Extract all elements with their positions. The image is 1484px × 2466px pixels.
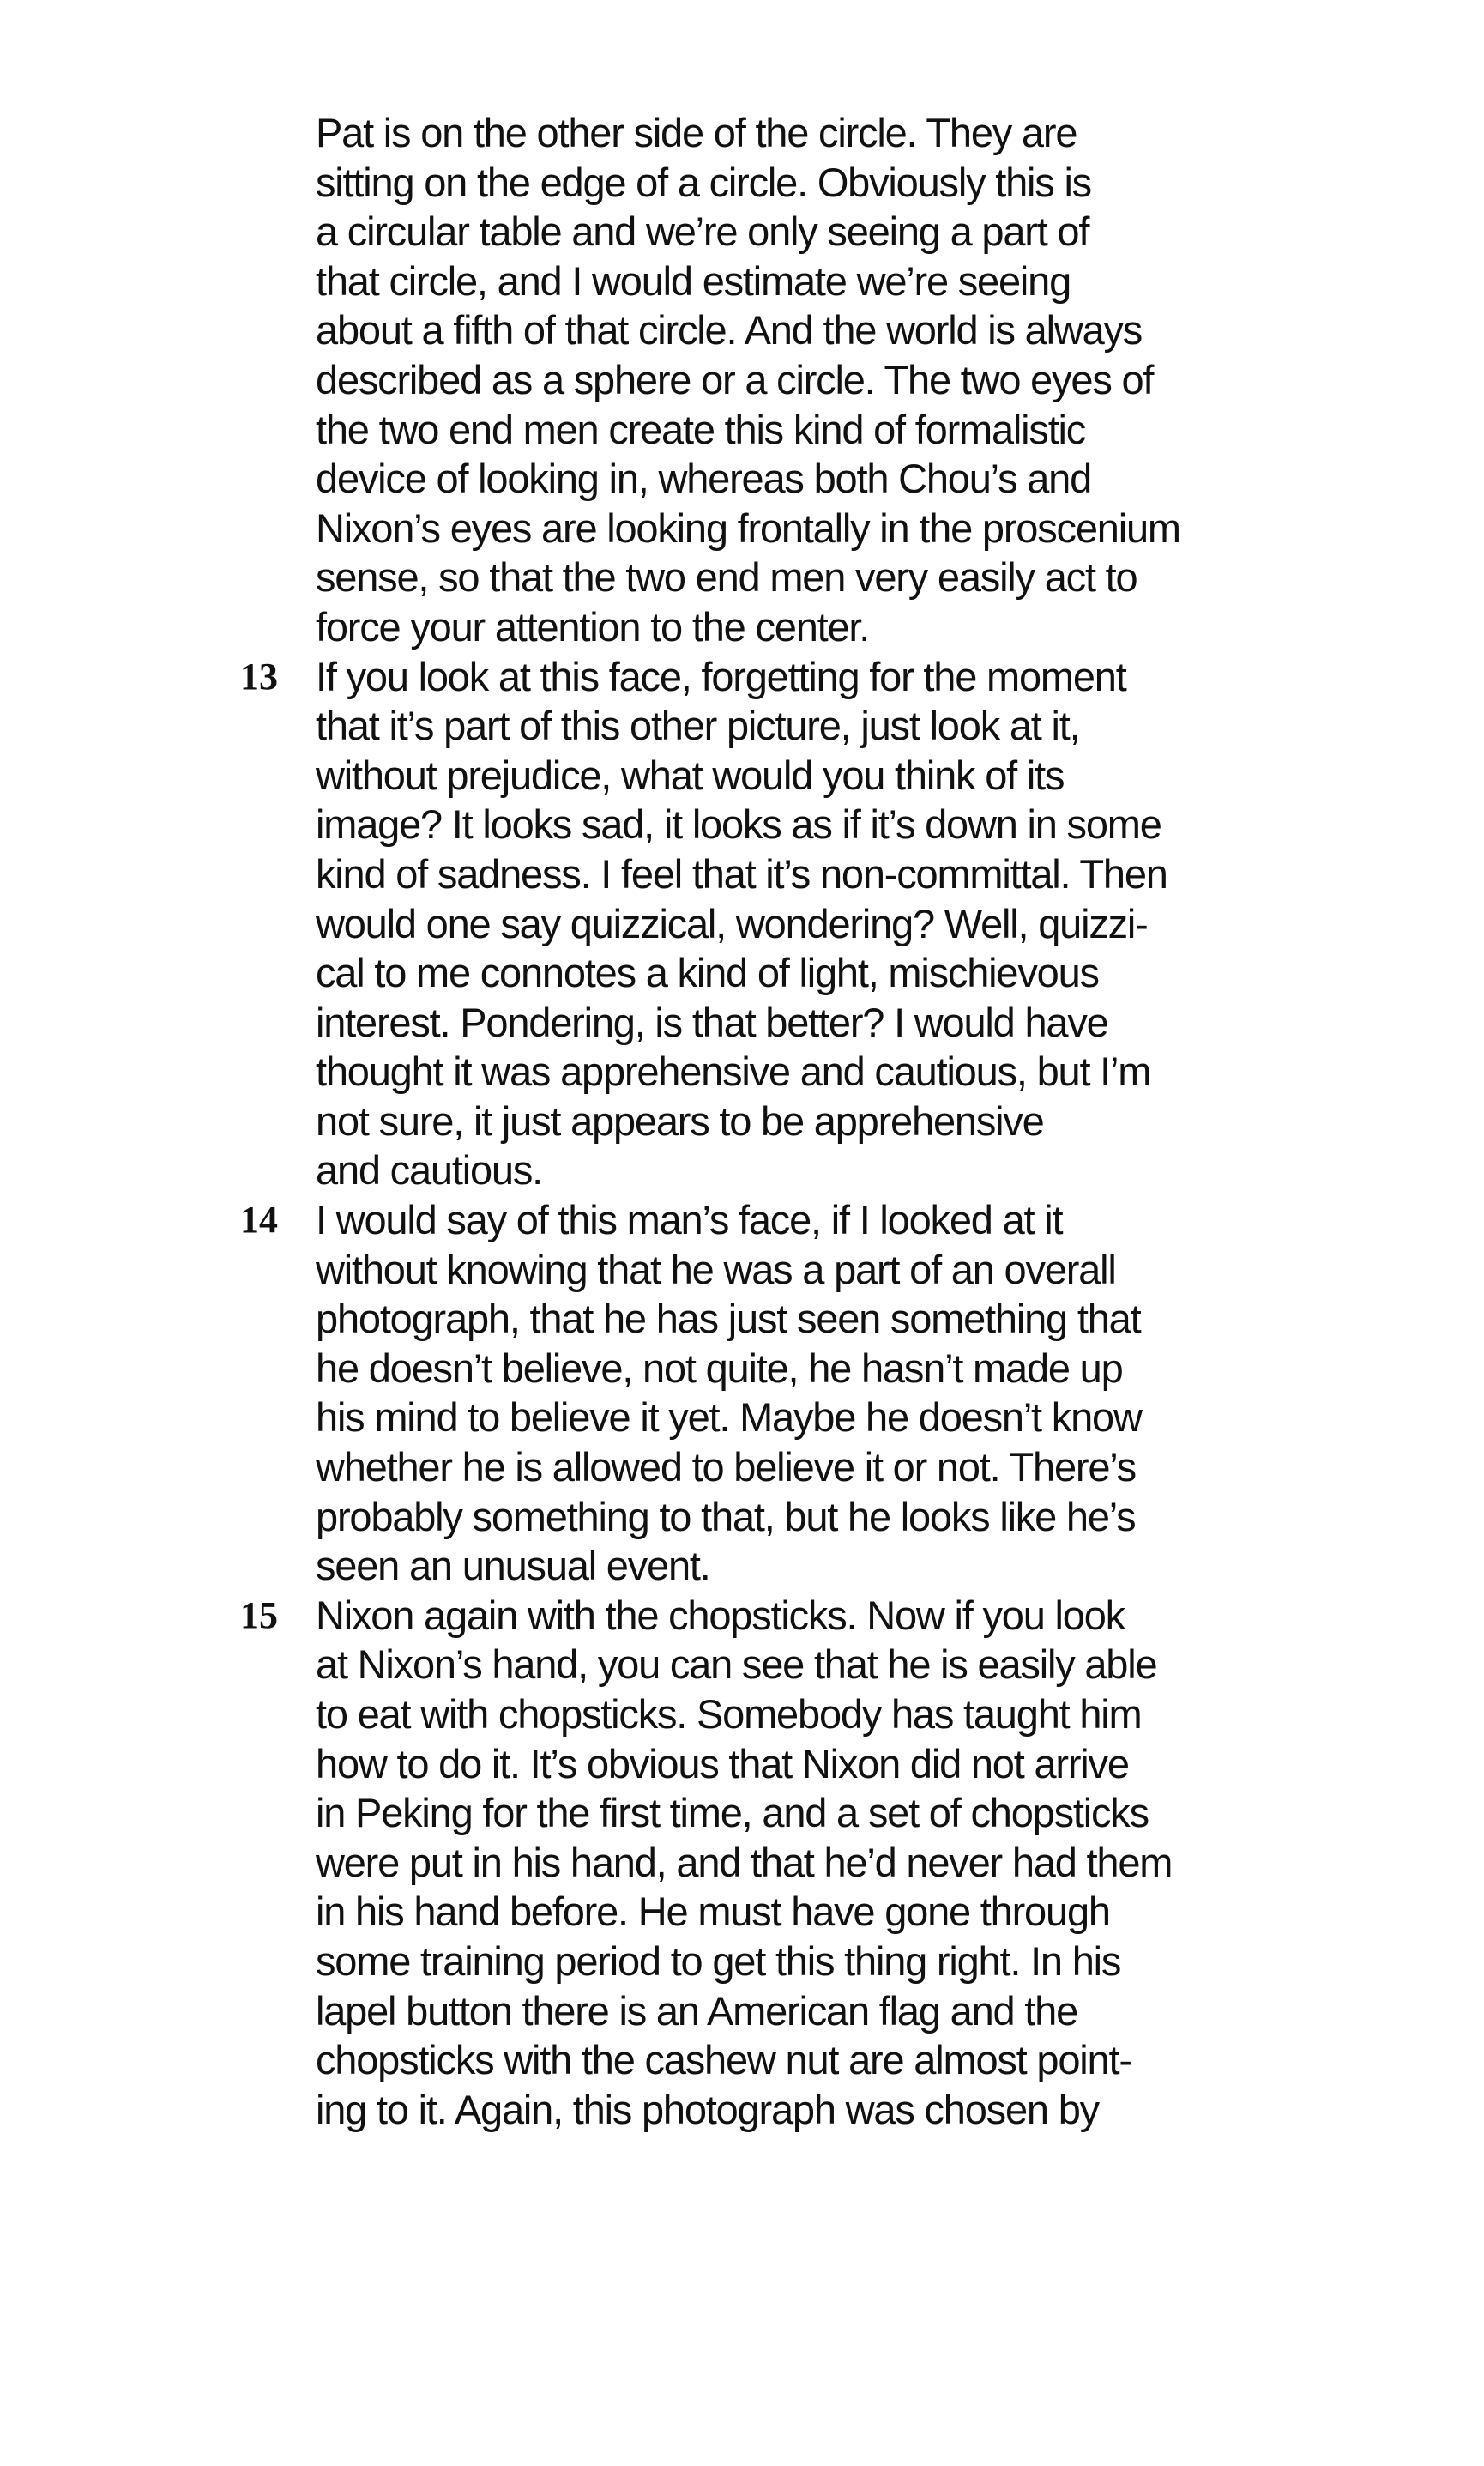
text-column [240, 108, 1276, 2134]
text-line: that it’s part of this other picture, just look at it, [316, 703, 1080, 749]
text-line: in Peking for the first time, and a set of chopsticks [316, 1790, 1149, 1836]
text-line: photograph, that he has just seen something that [316, 1296, 1141, 1342]
text-line: in his hand before. He must have gone through [316, 1889, 1110, 1935]
text-line: ing to it. Again, this photograph was chosen by [316, 2086, 1099, 2132]
text-line: at Nixon’s hand, you can see that he is easily able [316, 1641, 1157, 1688]
text-line: seen an unusual event. [316, 1543, 710, 1589]
lead-paragraph [316, 108, 1276, 652]
text-line: Pat is on the other side of the circle. They are [316, 110, 1077, 155]
text-line: probably something to that, but he looks like he’s [316, 1493, 1136, 1539]
text-line: without knowing that he was a part of an overall [316, 1246, 1116, 1292]
text-line: thought it was apprehensive and cautious, but I’m [316, 1049, 1151, 1095]
text-line: without prejudice, what would you think of its [316, 752, 1065, 798]
text-line: Nixon’s eyes are looking frontally in the proscenium [316, 505, 1180, 551]
text-line: chopsticks with the cashew nut are almost point- [316, 2037, 1131, 2083]
text-line: to eat with chopsticks. Somebody has taught him [316, 1691, 1142, 1737]
text-line: some training period to get this thing right. In his [316, 1937, 1121, 1984]
text-line: about a fifth of that circle. And the world is always [316, 307, 1143, 354]
entry-number: 13 [240, 655, 278, 698]
text-line: sense, so that the two end men very easily act to [316, 554, 1137, 601]
text-line: that circle, and I would estimate we’re seeing [316, 257, 1071, 304]
entry-number: 15 [240, 1593, 278, 1636]
text-line: his mind to believe it yet. Maybe he doesn’t know [316, 1394, 1142, 1441]
text-line: force your attention to the center. [316, 603, 870, 650]
text-line: kind of sadness. I feel that it’s non-committal. Then [316, 850, 1167, 897]
entry-14 [240, 1195, 1276, 1591]
text-line: interest. Pondering, is that better? I would have [316, 999, 1108, 1045]
entry-13 [240, 652, 1276, 1196]
text-line: I would say of this man’s face, if I looked at it [316, 1197, 1063, 1243]
text-line: a circular table and we’re only seeing a part of [316, 209, 1089, 255]
text-line: how to do it. It’s obvious that Nixon did not arrive [316, 1740, 1129, 1786]
text-line: If you look at this face, forgetting for the moment [316, 653, 1126, 699]
text-line: described as a sphere or a circle. The two eyes of [316, 356, 1154, 402]
text-line: cal to me connotes a kind of light, mischievous [316, 950, 1099, 996]
entry-number: 14 [240, 1199, 278, 1242]
text-line: sitting on the edge of a circle. Obviously this is [316, 159, 1091, 205]
text-line: whether he is allowed to believe it or not. There’s [316, 1444, 1136, 1490]
text-line: image? It looks sad, it looks as if it’s down in some [316, 801, 1161, 848]
text-line: the two end men create this kind of formalistic [316, 406, 1086, 452]
entry-15 [240, 1591, 1276, 2135]
text-line: and cautious. [316, 1147, 542, 1194]
text-line: device of looking in, whereas both Chou’s and [316, 456, 1092, 502]
text-line: would one say quizzical, wondering? Well, quizzi- [316, 900, 1148, 946]
text-line: were put in his hand, and that he’d never had them [316, 1839, 1173, 1885]
text-line: he doesn’t believe, not quite, he hasn’t made up [316, 1345, 1123, 1391]
text-line: Nixon again with the chopsticks. Now if you look [316, 1592, 1125, 1638]
text-line: lapel button there is an American flag and the [316, 1987, 1078, 2034]
text-line: not sure, it just appears to be apprehensive [316, 1097, 1044, 1144]
